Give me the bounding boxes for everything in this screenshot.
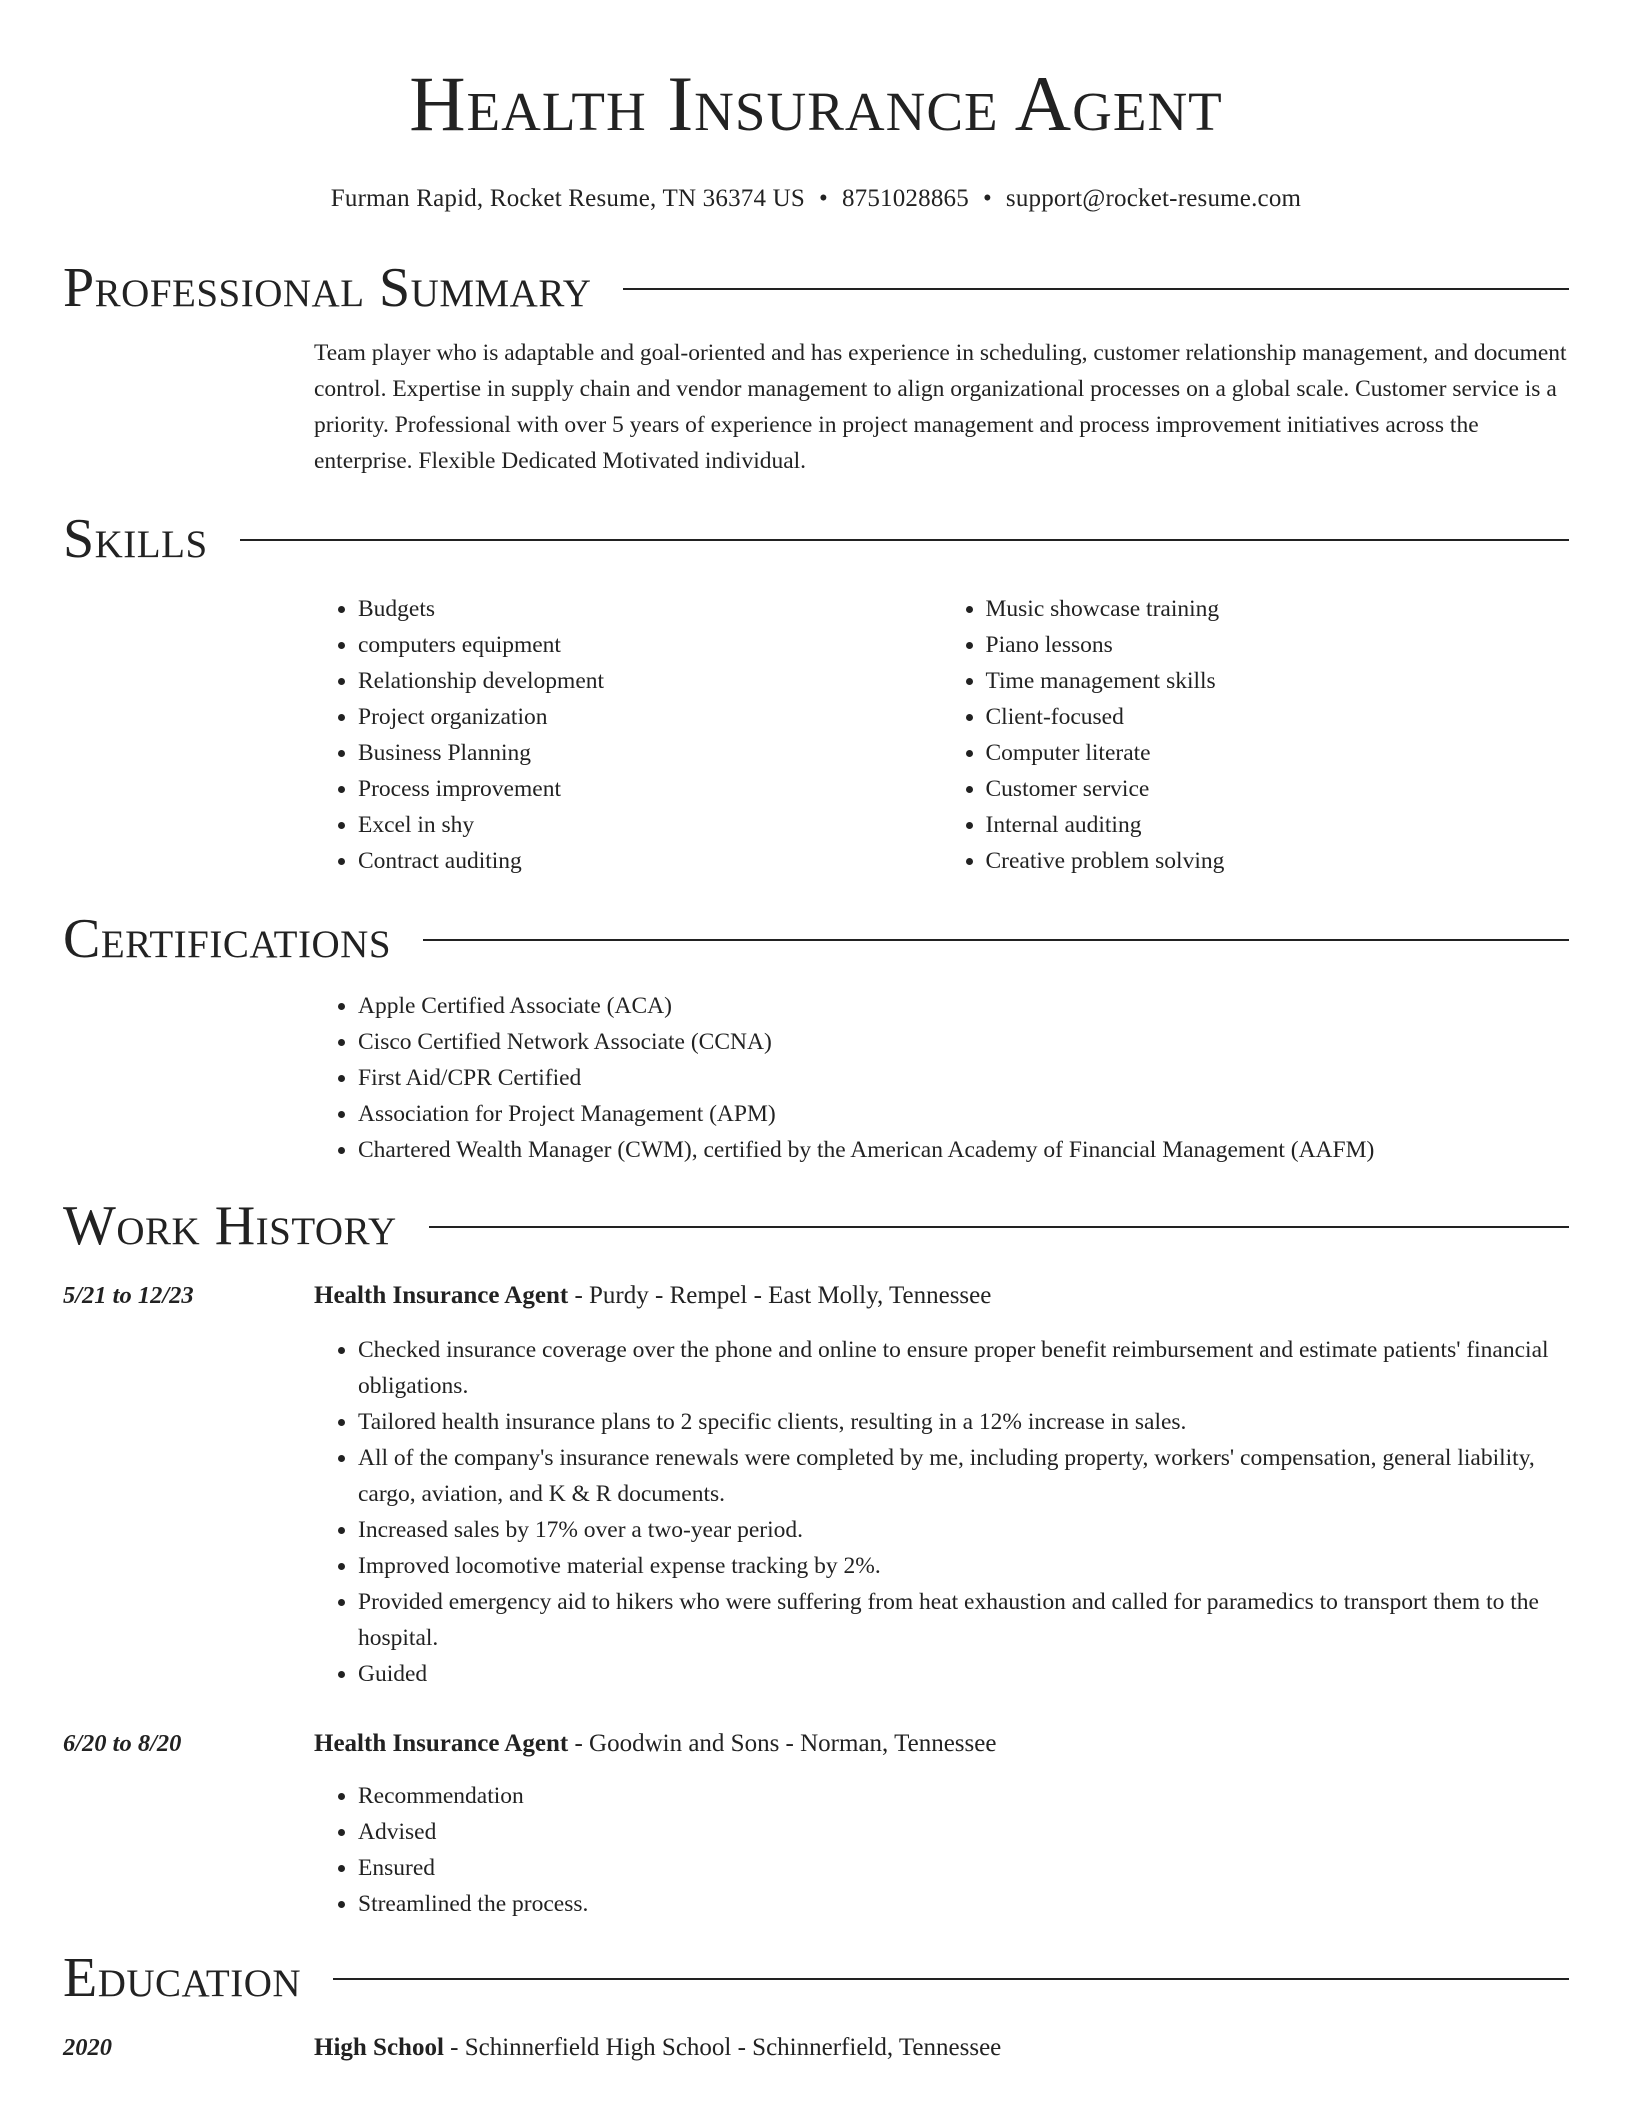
skill-item: • Piano lessons <box>986 627 1570 663</box>
contact-separator: • <box>982 185 992 212</box>
summary-section-header <box>63 258 1569 318</box>
skill-item: • Process improvement <box>358 771 942 807</box>
certification-item: • First Aid/CPR Certified <box>358 1060 1569 1096</box>
contact-address: Furman Rapid, Rocket Resume, TN 36374 US <box>330 185 805 212</box>
education-school: - Schinnerfield High School - Schinnerfield, Tennessee <box>443 2034 1002 2061</box>
job-bullet: • Improved locomotive material expense tracking by 2%. <box>358 1548 1569 1584</box>
work-heading: Work History <box>63 1195 397 1257</box>
job-bullet: • Increased sales by 17% over a two-year period. <box>358 1512 1569 1548</box>
certifications-section-header <box>63 909 1569 969</box>
education-year: 2020 <box>63 2034 112 2061</box>
certifications-list <box>314 988 1569 1168</box>
job-title-line <box>314 1278 1569 1314</box>
job-bullets <box>314 1778 1569 1922</box>
section-divider <box>333 1978 1569 1980</box>
education-section-header <box>63 1948 1569 2008</box>
job-bullet: • Recommendation <box>358 1778 1569 1814</box>
certifications-items <box>314 988 1569 1168</box>
skills-heading: Skills <box>63 508 208 570</box>
skills-column-left <box>314 591 942 879</box>
skill-item: • Computer literate <box>986 735 1570 771</box>
skill-item: • Project organization <box>358 699 942 735</box>
job-bullet: • Provided emergency aid to hikers who were suffering from heat exhaustion and called for paramedics to transport them to the hospital. <box>358 1584 1569 1656</box>
job-entry <box>63 1278 1569 1692</box>
job-entry <box>63 1726 1569 1922</box>
contact-line <box>63 184 1569 214</box>
skill-item: • Creative problem solving <box>986 843 1570 879</box>
job-body <box>314 1278 1569 1692</box>
skill-item: • Client-focused <box>986 699 1570 735</box>
job-bullet: • Advised <box>358 1814 1569 1850</box>
education-body <box>314 2030 1569 2066</box>
skill-item: • Time management skills <box>986 663 1570 699</box>
certification-item: • Chartered Wealth Manager (CWM), certified by the American Academy of Financial Management (AAFM) <box>358 1132 1569 1168</box>
skill-item: • Contract auditing <box>358 843 942 879</box>
contact-phone: 8751028865 <box>841 185 969 212</box>
job-bullets <box>314 1332 1569 1692</box>
job-dates: 6/20 to 8/20 <box>63 1730 182 1757</box>
job-employer: - Purdy - Rempel - East Molly, Tennessee <box>568 1282 992 1309</box>
summary-text: Team player who is adaptable and goal-oriented and has experience in scheduling, customer relationship management, and document control. Expertise in supply chain and vendor management to align organizational processes on a global scale. Customer service is a priority. Professional with over 5 years of experience in project management and process improvement initiatives across the enterprise. Flexible Dedicated Motivated individual. <box>314 340 1567 474</box>
certification-item: • Association for Project Management (APM) <box>358 1096 1569 1132</box>
job-title: Health Insurance Agent <box>314 1282 569 1309</box>
skill-item: • Music showcase training <box>986 591 1570 627</box>
job-title: Health Insurance Agent <box>314 1730 569 1757</box>
job-body <box>314 1726 1569 1922</box>
summary-heading: Professional Summary <box>63 257 592 319</box>
skill-item: • Relationship development <box>358 663 942 699</box>
skill-item: • Internal auditing <box>986 807 1570 843</box>
skill-item: • Customer service <box>986 771 1570 807</box>
skill-item: • Excel in shy <box>358 807 942 843</box>
certifications-heading: Certifications <box>63 908 392 970</box>
job-bullet: • Streamlined the process. <box>358 1886 1569 1922</box>
section-divider <box>240 539 1569 541</box>
skill-item: • computers equipment <box>358 627 942 663</box>
certification-item: • Cisco Certified Network Associate (CCNA) <box>358 1024 1569 1060</box>
work-section-header <box>63 1196 1569 1256</box>
contact-separator: • <box>818 185 828 212</box>
contact-email: support@rocket-resume.com <box>1005 185 1302 212</box>
skill-item: • Business Planning <box>358 735 942 771</box>
skill-item: • Budgets <box>358 591 942 627</box>
job-title-line <box>314 1726 1569 1762</box>
certification-item: • Apple Certified Associate (ACA) <box>358 988 1569 1024</box>
resume-name: Health Insurance Agent <box>409 60 1223 147</box>
skills-column-right <box>942 591 1570 879</box>
job-dates: 5/21 to 12/23 <box>63 1282 194 1309</box>
section-divider <box>423 939 1569 941</box>
job-bullet: • Checked insurance coverage over the phone and online to ensure proper benefit reimbursement and estimate patients' financial obligations. <box>358 1332 1569 1404</box>
skills-list <box>314 591 1569 879</box>
section-divider <box>429 1226 1569 1228</box>
job-employer: - Goodwin and Sons - Norman, Tennessee <box>568 1730 997 1757</box>
education-degree: High School <box>314 2034 444 2061</box>
education-heading: Education <box>63 1947 302 2009</box>
job-bullet: • Guided <box>358 1656 1569 1692</box>
job-bullet: • All of the company's insurance renewals were completed by me, including property, workers' compensation, general liability, cargo, aviation, and K & R documents. <box>358 1440 1569 1512</box>
section-divider <box>623 288 1569 290</box>
skills-section-header <box>63 509 1569 569</box>
job-bullet: • Ensured <box>358 1850 1569 1886</box>
education-title-line <box>314 2030 1569 2066</box>
education-entry <box>63 2030 1569 2066</box>
job-bullet: • Tailored health insurance plans to 2 specific clients, resulting in a 12% increase in sales. <box>358 1404 1569 1440</box>
